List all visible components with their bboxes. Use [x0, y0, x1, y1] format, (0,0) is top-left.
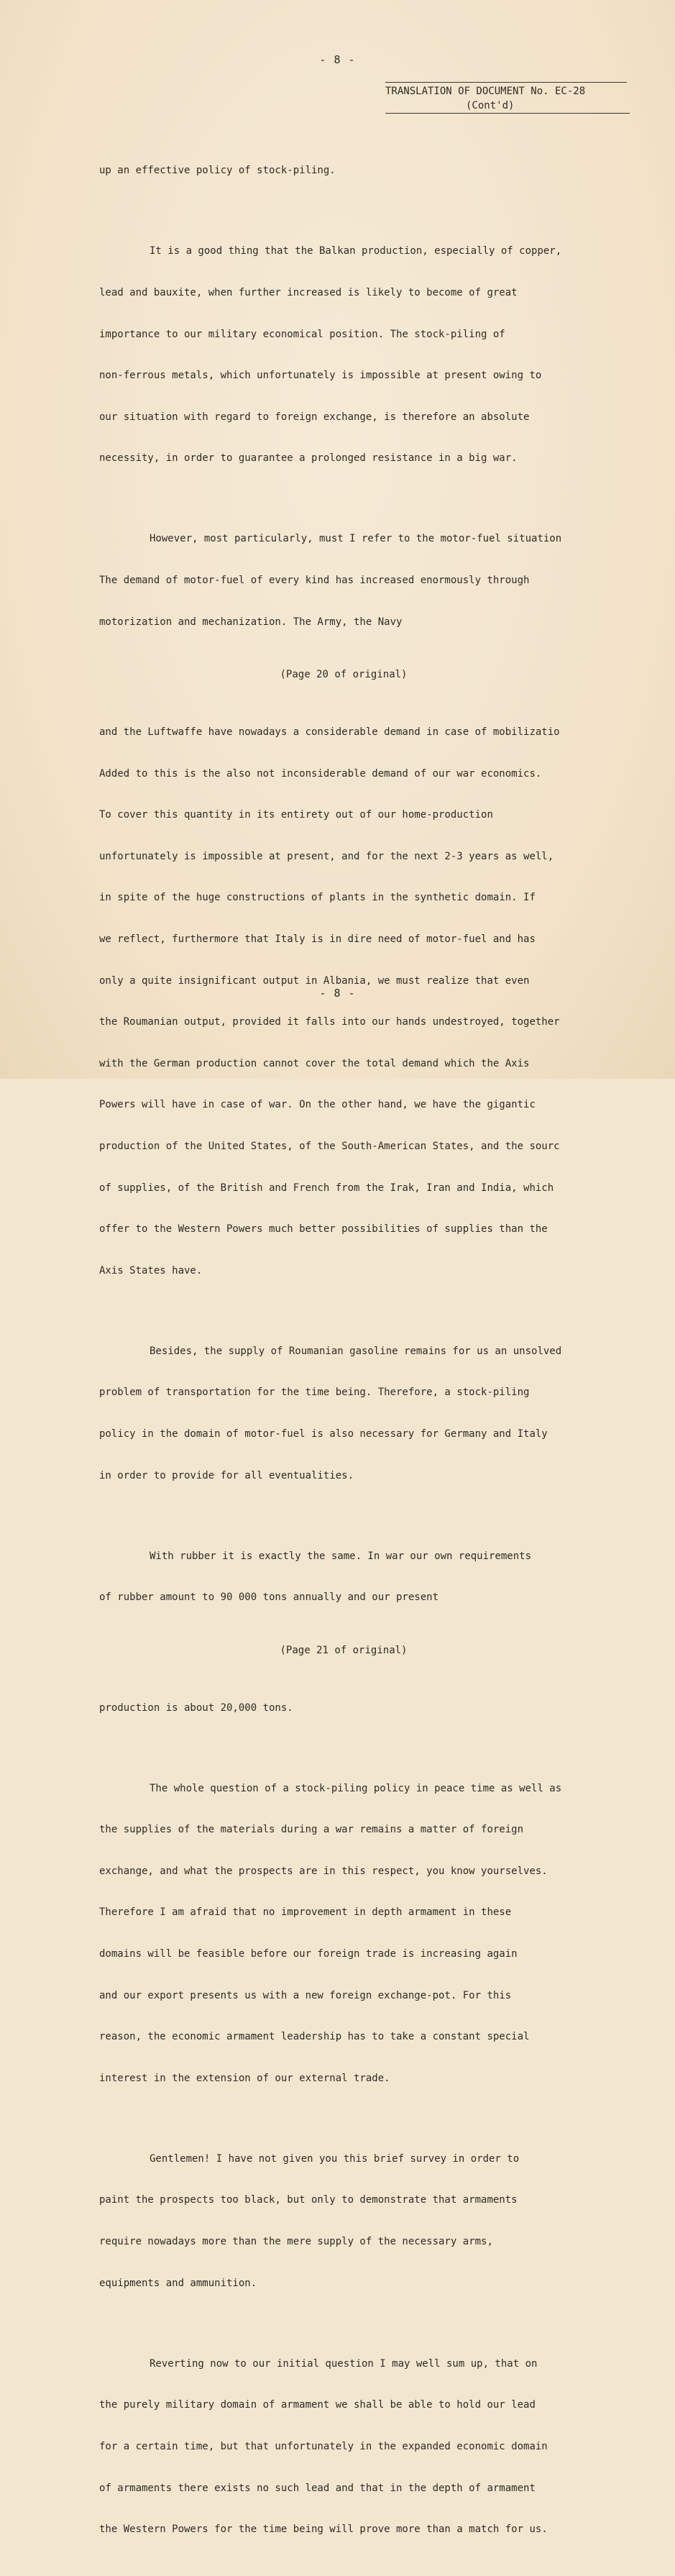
paragraph-4: [99, 698, 631, 1306]
text-line: necessity, in order to guarantee a prolonged resistance in a big war.: [99, 452, 518, 465]
text-line: the supplies of the materials during a war remains a matter of foreign: [99, 1824, 524, 1836]
text-line: equipments and ammunition.: [99, 2277, 257, 2289]
translation-header: [385, 82, 627, 114]
text-line: with the German production cannot cover the total demand which the Axis: [99, 1057, 530, 1069]
text-line: interest in the extension of our external trade.: [99, 2072, 390, 2084]
paragraph-3: [99, 505, 631, 657]
text-line: unfortunately is impossible at present, and for the next 2-3 years as well,: [99, 850, 554, 862]
text-line: Gentlemen! I have not given you this brief survey in order to: [150, 2152, 520, 2165]
original-page-reference: (Page 21 of original): [280, 1644, 408, 1656]
paragraph-2: [99, 217, 631, 493]
text-line: production is about 20,000 tons.: [99, 1702, 293, 1714]
paragraph-8: [99, 1754, 631, 2113]
text-line: Therefore I am afraid that no improvement in depth armament in these: [99, 1906, 512, 1919]
text-line: With rubber it is exactly the same. In war our own requirements: [150, 1550, 532, 1562]
text-line: of armaments there exists no such lead and that in the depth of armament: [99, 2482, 536, 2494]
text-line: The whole question of a stock-piling policy in peace time as well as: [150, 1782, 562, 1794]
text-line: Axis States have.: [99, 1264, 203, 1276]
text-line: we reflect, furthermore that Italy is in dire need of motor-fuel and has: [99, 933, 536, 945]
text-line: up an effective policy of stock-piling.: [99, 165, 336, 177]
text-line: of rubber amount to 90 000 tons annually and our present: [99, 1591, 439, 1604]
text-line: require nowadays more than the mere supply of the necessary arms,: [99, 2236, 493, 2248]
text-line: policy in the domain of motor-fuel is also necessary for Germany and Italy: [99, 1428, 548, 1440]
paragraph-5: [99, 1317, 631, 1510]
text-line: Reverting now to our initial question I may well sum up, that on: [150, 2357, 538, 2370]
paragraph-1: [99, 137, 631, 206]
header-subtitle: (Cont'd): [466, 100, 515, 111]
text-line: Added to this is the also not inconsiderable demand of our war economics.: [99, 767, 542, 780]
text-line: offer to the Western Powers much better possibilities of supplies than the: [99, 1223, 548, 1236]
text-line: non-ferrous metals, which unfortunately is impossible at present owing to: [99, 370, 542, 382]
text-line: and the Luftwaffe have nowadays a considerable demand in case of mobilizatio: [99, 726, 560, 738]
text-line: reason, the economic armament leadership has to take a constant special: [99, 2031, 530, 2043]
text-line: The demand of motor-fuel of every kind has increased enormously through: [99, 575, 530, 587]
text-line: Powers will have in case of war. On the other hand, we have the gigantic: [99, 1099, 536, 1111]
page-number-bottom: - 8 -: [319, 987, 356, 1000]
text-line: production of the United States, of the South-American States, and the sourc: [99, 1141, 560, 1153]
header-title: TRANSLATION OF DOCUMENT No. EC-28: [385, 86, 586, 97]
header-rule-bottom: [385, 113, 630, 114]
text-line: only a quite insignificant output in Albania, we must realize that even: [99, 974, 530, 987]
paragraph-9: [99, 2124, 631, 2318]
paragraph-6: [99, 1522, 631, 1632]
text-line: However, most particularly, must I refer to the motor-fuel situation: [150, 533, 562, 545]
document-body: [99, 137, 631, 2576]
text-line: in spite of the huge constructions of plants in the synthetic domain. If: [99, 892, 536, 904]
text-line: for a certain time, but that unfortunately in the expanded economic domain: [99, 2440, 548, 2452]
text-line: importance to our military economical position. The stock-piling of: [99, 328, 505, 340]
text-line: in order to provide for all eventualities.: [99, 1469, 354, 1481]
text-line: the Roumanian output, provided it falls into our hands undestroyed, together: [99, 1016, 560, 1028]
text-line: exchange, and what the prospects are in this respect, you know yourselves.: [99, 1865, 548, 1877]
text-line: It is a good thing that the Balkan production, especially of copper,: [150, 245, 562, 257]
text-line: the purely military domain of armament we shall be able to hold our lead: [99, 2399, 536, 2411]
text-line: and our export presents us with a new foreign exchange-pot. For this: [99, 1989, 512, 2001]
text-line: paint the prospects too black, but only to demonstrate that armaments: [99, 2194, 518, 2206]
text-line: problem of transportation for the time being. Therefore, a stock-piling: [99, 1387, 530, 1399]
text-line: of supplies, of the British and French from the Irak, Iran and India, which: [99, 1182, 554, 1194]
text-line: the Western Powers for the time being will prove more than a match for us.: [99, 2524, 548, 2536]
text-line: motorization and mechanization. The Army, the Navy: [99, 616, 403, 628]
text-line: our situation with regard to foreign exchange, is therefore an absolute: [99, 411, 530, 423]
page-number-top: - 8 -: [319, 53, 356, 66]
text-line: domains will be feasible before our foreign trade is increasing again: [99, 1947, 518, 1960]
text-line: lead and bauxite, when further increased is likely to become of great: [99, 287, 518, 299]
text-line: To cover this quantity in its entirety out of our home-production: [99, 809, 493, 821]
text-line: Besides, the supply of Roumanian gasoline remains for us an unsolved: [150, 1345, 562, 1357]
paragraph-7: [99, 1673, 631, 1743]
original-page-reference: (Page 20 of original): [280, 669, 408, 681]
paragraph-10: [99, 2329, 631, 2564]
